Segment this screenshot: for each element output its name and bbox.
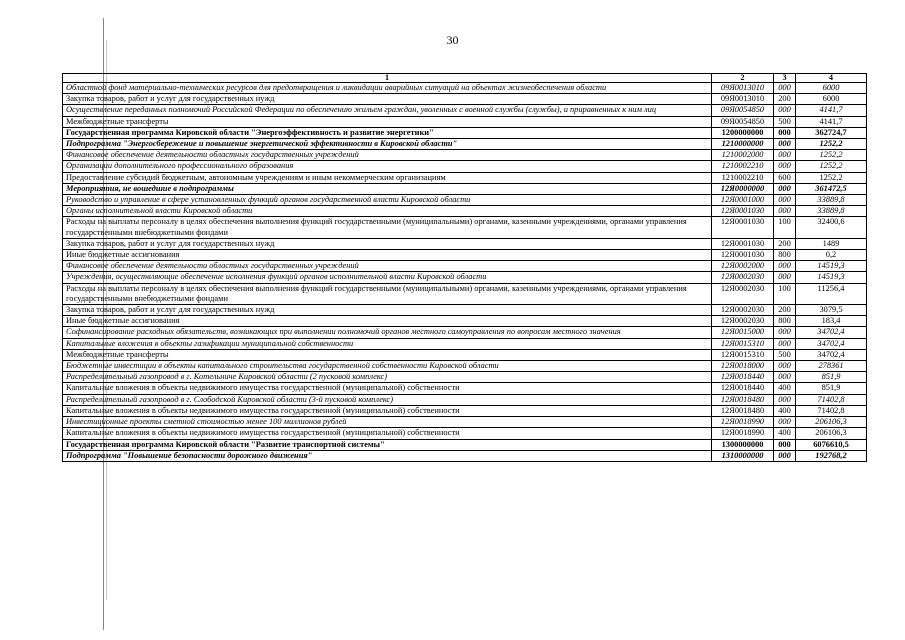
row-amount: 6000 [796, 83, 867, 94]
row-expense-type: 100 [774, 217, 796, 238]
row-name: Подпрограмма "Энергосбережение и повышение энергетической эффективности в Кировской области" [63, 139, 712, 150]
row-code: 12Я0002030 [712, 305, 774, 316]
row-code: 12Я0001000 [712, 195, 774, 206]
header-col-4: 4 [796, 74, 867, 83]
row-amount: 206106,3 [796, 428, 867, 439]
row-name: Инвестиционные проекты сметной стоимостью менее 100 миллионов рублей [63, 417, 712, 428]
row-code: 12Я0018000 [712, 361, 774, 372]
row-expense-type: 200 [774, 94, 796, 105]
row-amount: 34702,4 [796, 327, 867, 338]
header-col-1: 1 [63, 74, 712, 83]
row-name: Организации дополнительного профессионального образования [63, 161, 712, 172]
row-name: Бюджетные инвестиции в объекты капитального строительства государственной собственности Кировской области [63, 361, 712, 372]
row-expense-type: 800 [774, 250, 796, 261]
row-name: Предоставление субсидий бюджетным, автономным учреждениям и иным некоммерческим организациям [63, 172, 712, 183]
row-amount: 34702,4 [796, 349, 867, 360]
row-code: 1200000000 [712, 127, 774, 138]
row-name: Государственная программа Кировской области "Развитие транспортной системы" [63, 439, 712, 450]
row-amount: 1252,2 [796, 172, 867, 183]
table-row [63, 150, 867, 161]
table-row [63, 338, 867, 349]
row-name: Закупка товаров, работ и услуг для государственных нужд [63, 305, 712, 316]
table-row [63, 439, 867, 450]
row-expense-type: 000 [774, 83, 796, 94]
row-amount: 6000 [796, 94, 867, 105]
row-amount: 6076610,5 [796, 439, 867, 450]
row-amount: 1252,2 [796, 139, 867, 150]
row-amount: 361472,5 [796, 183, 867, 194]
row-amount: 183,4 [796, 316, 867, 327]
row-amount: 14519,3 [796, 261, 867, 272]
row-amount: 33889,8 [796, 206, 867, 217]
row-name: Распределительный газопровод в г. Слободской Кировской области (3-й пусковой комплекс) [63, 394, 712, 405]
row-name: Капитальные вложения в объекты газификации муниципальной собственности [63, 338, 712, 349]
row-expense-type: 000 [774, 127, 796, 138]
row-amount: 1489 [796, 238, 867, 249]
table-row [63, 139, 867, 150]
row-code: 1210002000 [712, 150, 774, 161]
table-row [63, 272, 867, 283]
table-row [63, 238, 867, 249]
row-code: 09Я0013010 [712, 83, 774, 94]
row-expense-type: 000 [774, 206, 796, 217]
row-expense-type: 000 [774, 195, 796, 206]
row-amount: 851,9 [796, 383, 867, 394]
table-row [63, 183, 867, 194]
row-name: Органы исполнительной власти Кировской области [63, 206, 712, 217]
table-row [63, 116, 867, 127]
row-expense-type: 100 [774, 283, 796, 304]
table-row [63, 305, 867, 316]
table-row [63, 316, 867, 327]
row-amount: 34702,4 [796, 338, 867, 349]
row-expense-type: 500 [774, 349, 796, 360]
row-name: Учреждения, осуществляющие обеспечение исполнения функций органов исполнительной власти Кировской области [63, 272, 712, 283]
table-row [63, 349, 867, 360]
table-row [63, 394, 867, 405]
row-code: 12Я0018440 [712, 383, 774, 394]
row-amount: 4141,7 [796, 105, 867, 116]
table-row [63, 372, 867, 383]
row-amount: 362724,7 [796, 127, 867, 138]
table-row [63, 206, 867, 217]
row-code: 12Я0001030 [712, 206, 774, 217]
row-name: Закупка товаров, работ и услуг для государственных нужд [63, 94, 712, 105]
table-row [63, 127, 867, 138]
row-amount: 3079,5 [796, 305, 867, 316]
row-code: 1300000000 [712, 439, 774, 450]
row-expense-type: 000 [774, 183, 796, 194]
row-expense-type: 000 [774, 261, 796, 272]
row-amount: 14519,3 [796, 272, 867, 283]
row-name: Расходы на выплаты персоналу в целях обеспечения выполнения функций государственными (муниципальными) органами, казенными учреждениями, органами управления государственными внебюджетными фондами [63, 217, 712, 238]
row-amount: 1252,2 [796, 150, 867, 161]
row-code: 12Я0018990 [712, 417, 774, 428]
row-amount: 206106,3 [796, 417, 867, 428]
table-row [63, 105, 867, 116]
table-row [63, 94, 867, 105]
row-expense-type: 000 [774, 161, 796, 172]
row-name: Мероприятия, не вошедшие в подпрограммы [63, 183, 712, 194]
row-amount: 278361 [796, 361, 867, 372]
row-code: 12Я0018440 [712, 372, 774, 383]
row-expense-type: 000 [774, 439, 796, 450]
row-name: Распределительный газопровод в г. Котельниче Кировской области (2 пусковой комплекс) [63, 372, 712, 383]
row-name: Межбюджетные трансферты [63, 349, 712, 360]
page-number: 30 [446, 33, 459, 47]
row-expense-type: 000 [774, 105, 796, 116]
table-row [63, 261, 867, 272]
row-code: 12Я0015000 [712, 327, 774, 338]
row-amount: 11256,4 [796, 283, 867, 304]
row-name: Финансовое обеспечение деятельности областных государственных учреждений [63, 261, 712, 272]
row-code: 1210002210 [712, 161, 774, 172]
row-expense-type: 000 [774, 394, 796, 405]
row-amount: 0,2 [796, 250, 867, 261]
row-expense-type: 500 [774, 116, 796, 127]
header-col-3: 3 [774, 74, 796, 83]
row-code: 12Я0018480 [712, 405, 774, 416]
row-expense-type: 000 [774, 338, 796, 349]
row-code: 12Я0018480 [712, 394, 774, 405]
row-amount: 1252,2 [796, 161, 867, 172]
table-row [63, 161, 867, 172]
row-name: Межбюджетные трансферты [63, 116, 712, 127]
table-row [63, 428, 867, 439]
row-code: 12Я0001030 [712, 250, 774, 261]
row-name: Капитальные вложения в объекты недвижимого имущества государственной (муниципальной) собственности [63, 383, 712, 394]
row-name: Иные бюджетные ассигнования [63, 250, 712, 261]
row-expense-type: 200 [774, 238, 796, 249]
row-amount: 71402,8 [796, 394, 867, 405]
row-code: 1210002210 [712, 172, 774, 183]
row-amount: 32400,6 [796, 217, 867, 238]
table-row [63, 195, 867, 206]
row-expense-type: 000 [774, 327, 796, 338]
row-code: 09Я0013010 [712, 94, 774, 105]
row-expense-type: 000 [774, 272, 796, 283]
row-code: 12Я0000000 [712, 183, 774, 194]
row-expense-type: 600 [774, 172, 796, 183]
row-name: Капитальные вложения в объекты недвижимого имущества государственной (муниципальной) собственности [63, 405, 712, 416]
row-code: 12Я0001030 [712, 217, 774, 238]
table-row [63, 172, 867, 183]
row-expense-type: 200 [774, 305, 796, 316]
row-code: 12Я0015310 [712, 349, 774, 360]
row-code: 1210000000 [712, 139, 774, 150]
row-name: Софинансирование расходных обязательств, возникающих при выполнении полномочий органов местного самоуправления по вопросам местного значения [63, 327, 712, 338]
row-name: Расходы на выплаты персоналу в целях обеспечения выполнения функций государственными (муниципальными) органами, казенными учреждениями, органами управления государственными внебюджетными фондами [63, 283, 712, 304]
row-expense-type: 000 [774, 372, 796, 383]
row-expense-type: 800 [774, 316, 796, 327]
row-code: 12Я0002030 [712, 283, 774, 304]
table-row [63, 283, 867, 304]
row-name: Областной фонд материально-технических ресурсов для предотвращения и ликвидации аварийных ситуаций на объектах жизнеобеспечения области [63, 83, 712, 94]
table-row [63, 383, 867, 394]
row-code: 12Я0015310 [712, 338, 774, 349]
row-name: Руководство и управление в сфере установленных функций органов государственной власти Кировской области [63, 195, 712, 206]
row-code: 12Я0018990 [712, 428, 774, 439]
row-code: 12Я0002030 [712, 316, 774, 327]
row-amount: 851,9 [796, 372, 867, 383]
header-col-2: 2 [712, 74, 774, 83]
row-expense-type: 000 [774, 150, 796, 161]
row-name: Закупка товаров, работ и услуг для государственных нужд [63, 238, 712, 249]
row-code: 09Я0054850 [712, 116, 774, 127]
table-row [63, 361, 867, 372]
budget-table [62, 73, 867, 462]
table-row [63, 327, 867, 338]
row-expense-type: 000 [774, 361, 796, 372]
row-code: 12Я0002030 [712, 272, 774, 283]
table-row [63, 217, 867, 238]
row-amount: 33889,8 [796, 195, 867, 206]
row-code: 12Я0002000 [712, 261, 774, 272]
table-header-row [63, 74, 867, 83]
table-row [63, 83, 867, 94]
row-expense-type: 000 [774, 139, 796, 150]
row-expense-type: 400 [774, 383, 796, 394]
row-name: Иные бюджетные ассигнования [63, 316, 712, 327]
row-expense-type: 400 [774, 428, 796, 439]
row-expense-type: 000 [774, 417, 796, 428]
table-row [63, 450, 867, 461]
row-name: Подпрограмма "Повышение безопасности дорожного движения" [63, 450, 712, 461]
row-amount: 4141,7 [796, 116, 867, 127]
row-expense-type: 000 [774, 450, 796, 461]
row-expense-type: 400 [774, 405, 796, 416]
table-row [63, 417, 867, 428]
row-code: 09Я0054850 [712, 105, 774, 116]
table-row [63, 405, 867, 416]
row-code: 12Я0001030 [712, 238, 774, 249]
row-name: Финансовое обеспечение деятельности областных государственных учреждений [63, 150, 712, 161]
row-amount: 71402,8 [796, 405, 867, 416]
row-amount: 192768,2 [796, 450, 867, 461]
row-name: Капитальные вложения в объекты недвижимого имущества государственной (муниципальной) собственности [63, 428, 712, 439]
row-code: 1310000000 [712, 450, 774, 461]
row-name: Осуществление переданных полномочий Российской Федерации по обеспечению жильем граждан, уволенных с военной службы (службы), и приравненных к ним лиц [63, 105, 712, 116]
table-row [63, 250, 867, 261]
row-name: Государственная программа Кировской области "Энергоэффективность и развитие энергетики" [63, 127, 712, 138]
